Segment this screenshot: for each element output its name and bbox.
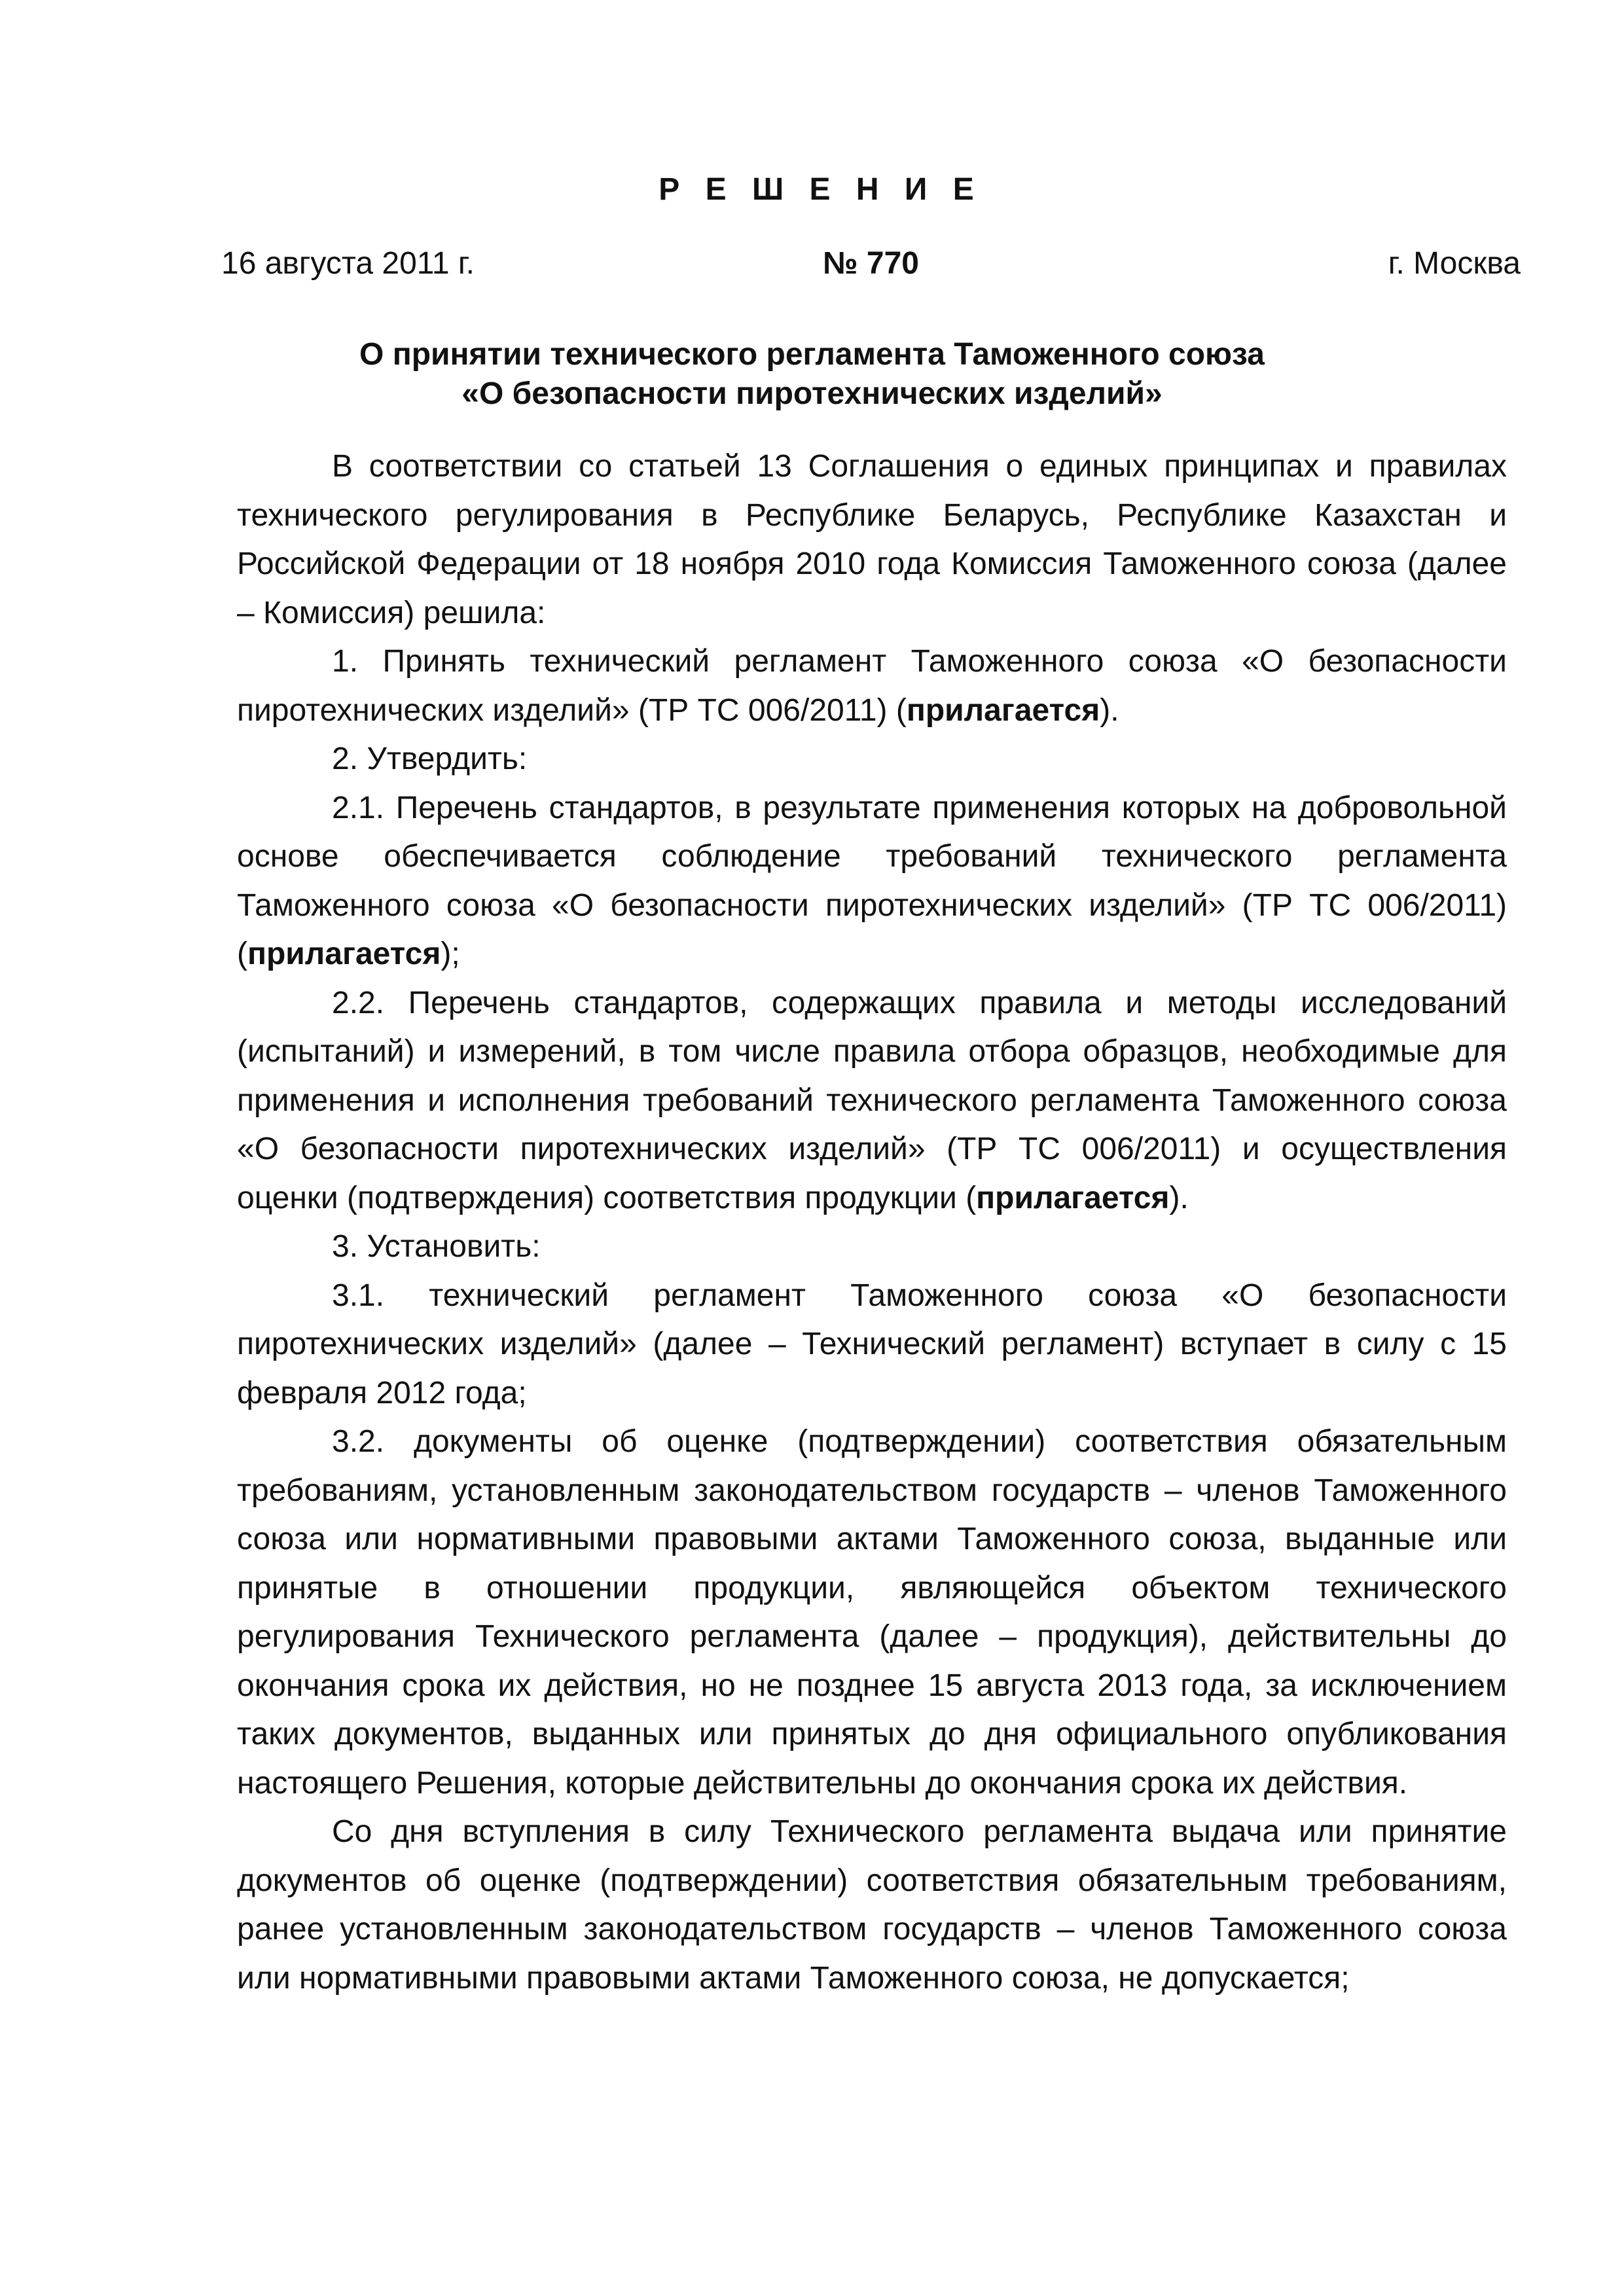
paragraph-item-2-1 [237, 784, 1507, 979]
document-date: 16 августа 2011 г. [221, 246, 475, 281]
document-title [0, 335, 1624, 414]
paragraph-item-2-2 [237, 979, 1507, 1223]
paragraph-text: ); [441, 937, 460, 971]
paragraph-text: ). [1100, 692, 1119, 728]
paragraph-continuation: Со дня вступления в силу Технического регламента выдача или принятие документов об оценке (подтверждении) соответствия обязательным требованиям, ранее установленным законодательством государств – членов Таможенного союза или нормативными правовыми актами Таможенного союза, не допускается; [237, 1814, 1507, 1996]
paragraph-item-1 [237, 637, 1507, 735]
paragraph-item-3: 3. Установить: [332, 1229, 541, 1264]
document-heading: Р Е Ш Е Н И Е [659, 172, 983, 207]
paragraph-text: 2.1. Перечень стандартов, в результате применения которых на добровольной основе обеспечивается соблюдение требований технического регламента Таможенного союза «О безопасности пиротехнических изделий» (ТР ТС 006/2011) ( [237, 790, 1507, 971]
paragraph-emphasis: прилагается [247, 937, 441, 971]
document-number: № 770 [823, 246, 919, 281]
paragraph-emphasis: прилагается [906, 692, 1100, 728]
paragraph-text: 2.2. Перечень стандартов, содержащих правила и методы исследований (испытаний) и измерений, в том числе правила отбора образцов, необходимые для применения и исполнения требований технического регламента Таможенного союза «О безопасности пиротехнических изделий» (ТР ТС 006/2011) и осуществления оценки (подтверждения) соответствия продукции ( [237, 985, 1507, 1215]
document-city: г. Москва [1388, 246, 1521, 281]
paragraph-item-3-2: 3.2. документы об оценке (подтверждении) соответствия обязательным требованиям, установленным законодательством государств – членов Таможенного союза или нормативными правовыми актами Таможенного союза, выданные или принятые в отношении продукции, являющейся объектом технического регулирования Технического регламента (далее – продукция), действительны до окончания срока их действия, но не позднее 15 августа 2013 года, за исключением таких документов, выданных или принятых до дня официального опубликования настоящего Решения, которые действительны до окончания срока их действия. [237, 1424, 1507, 1801]
document-body [237, 442, 1507, 2003]
document-title-line: «О безопасности пиротехнических изделий» [461, 376, 1163, 411]
paragraph-preamble: В соответствии со статьей 13 Соглашения о единых принципах и правилах технического регулирования в Республике Беларусь, Республике Казахстан и Российской Федерации от 18 ноября 2010 года Комиссия Таможенного союза (далее – Комиссия) решила: [237, 449, 1507, 630]
paragraph-text: 1. Принять технический регламент Таможенного союза «О безопасности пиротехнических изделий» (ТР ТС 006/2011) ( [237, 644, 1507, 728]
paragraph-text: ). [1169, 1180, 1189, 1215]
paragraph-item-2: 2. Утвердить: [332, 742, 528, 776]
paragraph-emphasis: прилагается [976, 1180, 1170, 1215]
document-title-line: О принятии технического регламента Таможенного союза [359, 337, 1265, 372]
paragraph-item-3-1: 3.1. технический регламент Таможенного союза «О безопасности пиротехнических изделий» (далее – Технический регламент) вступает в силу с 15 февраля 2012 года; [237, 1278, 1507, 1410]
document-meta-row [221, 245, 1521, 291]
